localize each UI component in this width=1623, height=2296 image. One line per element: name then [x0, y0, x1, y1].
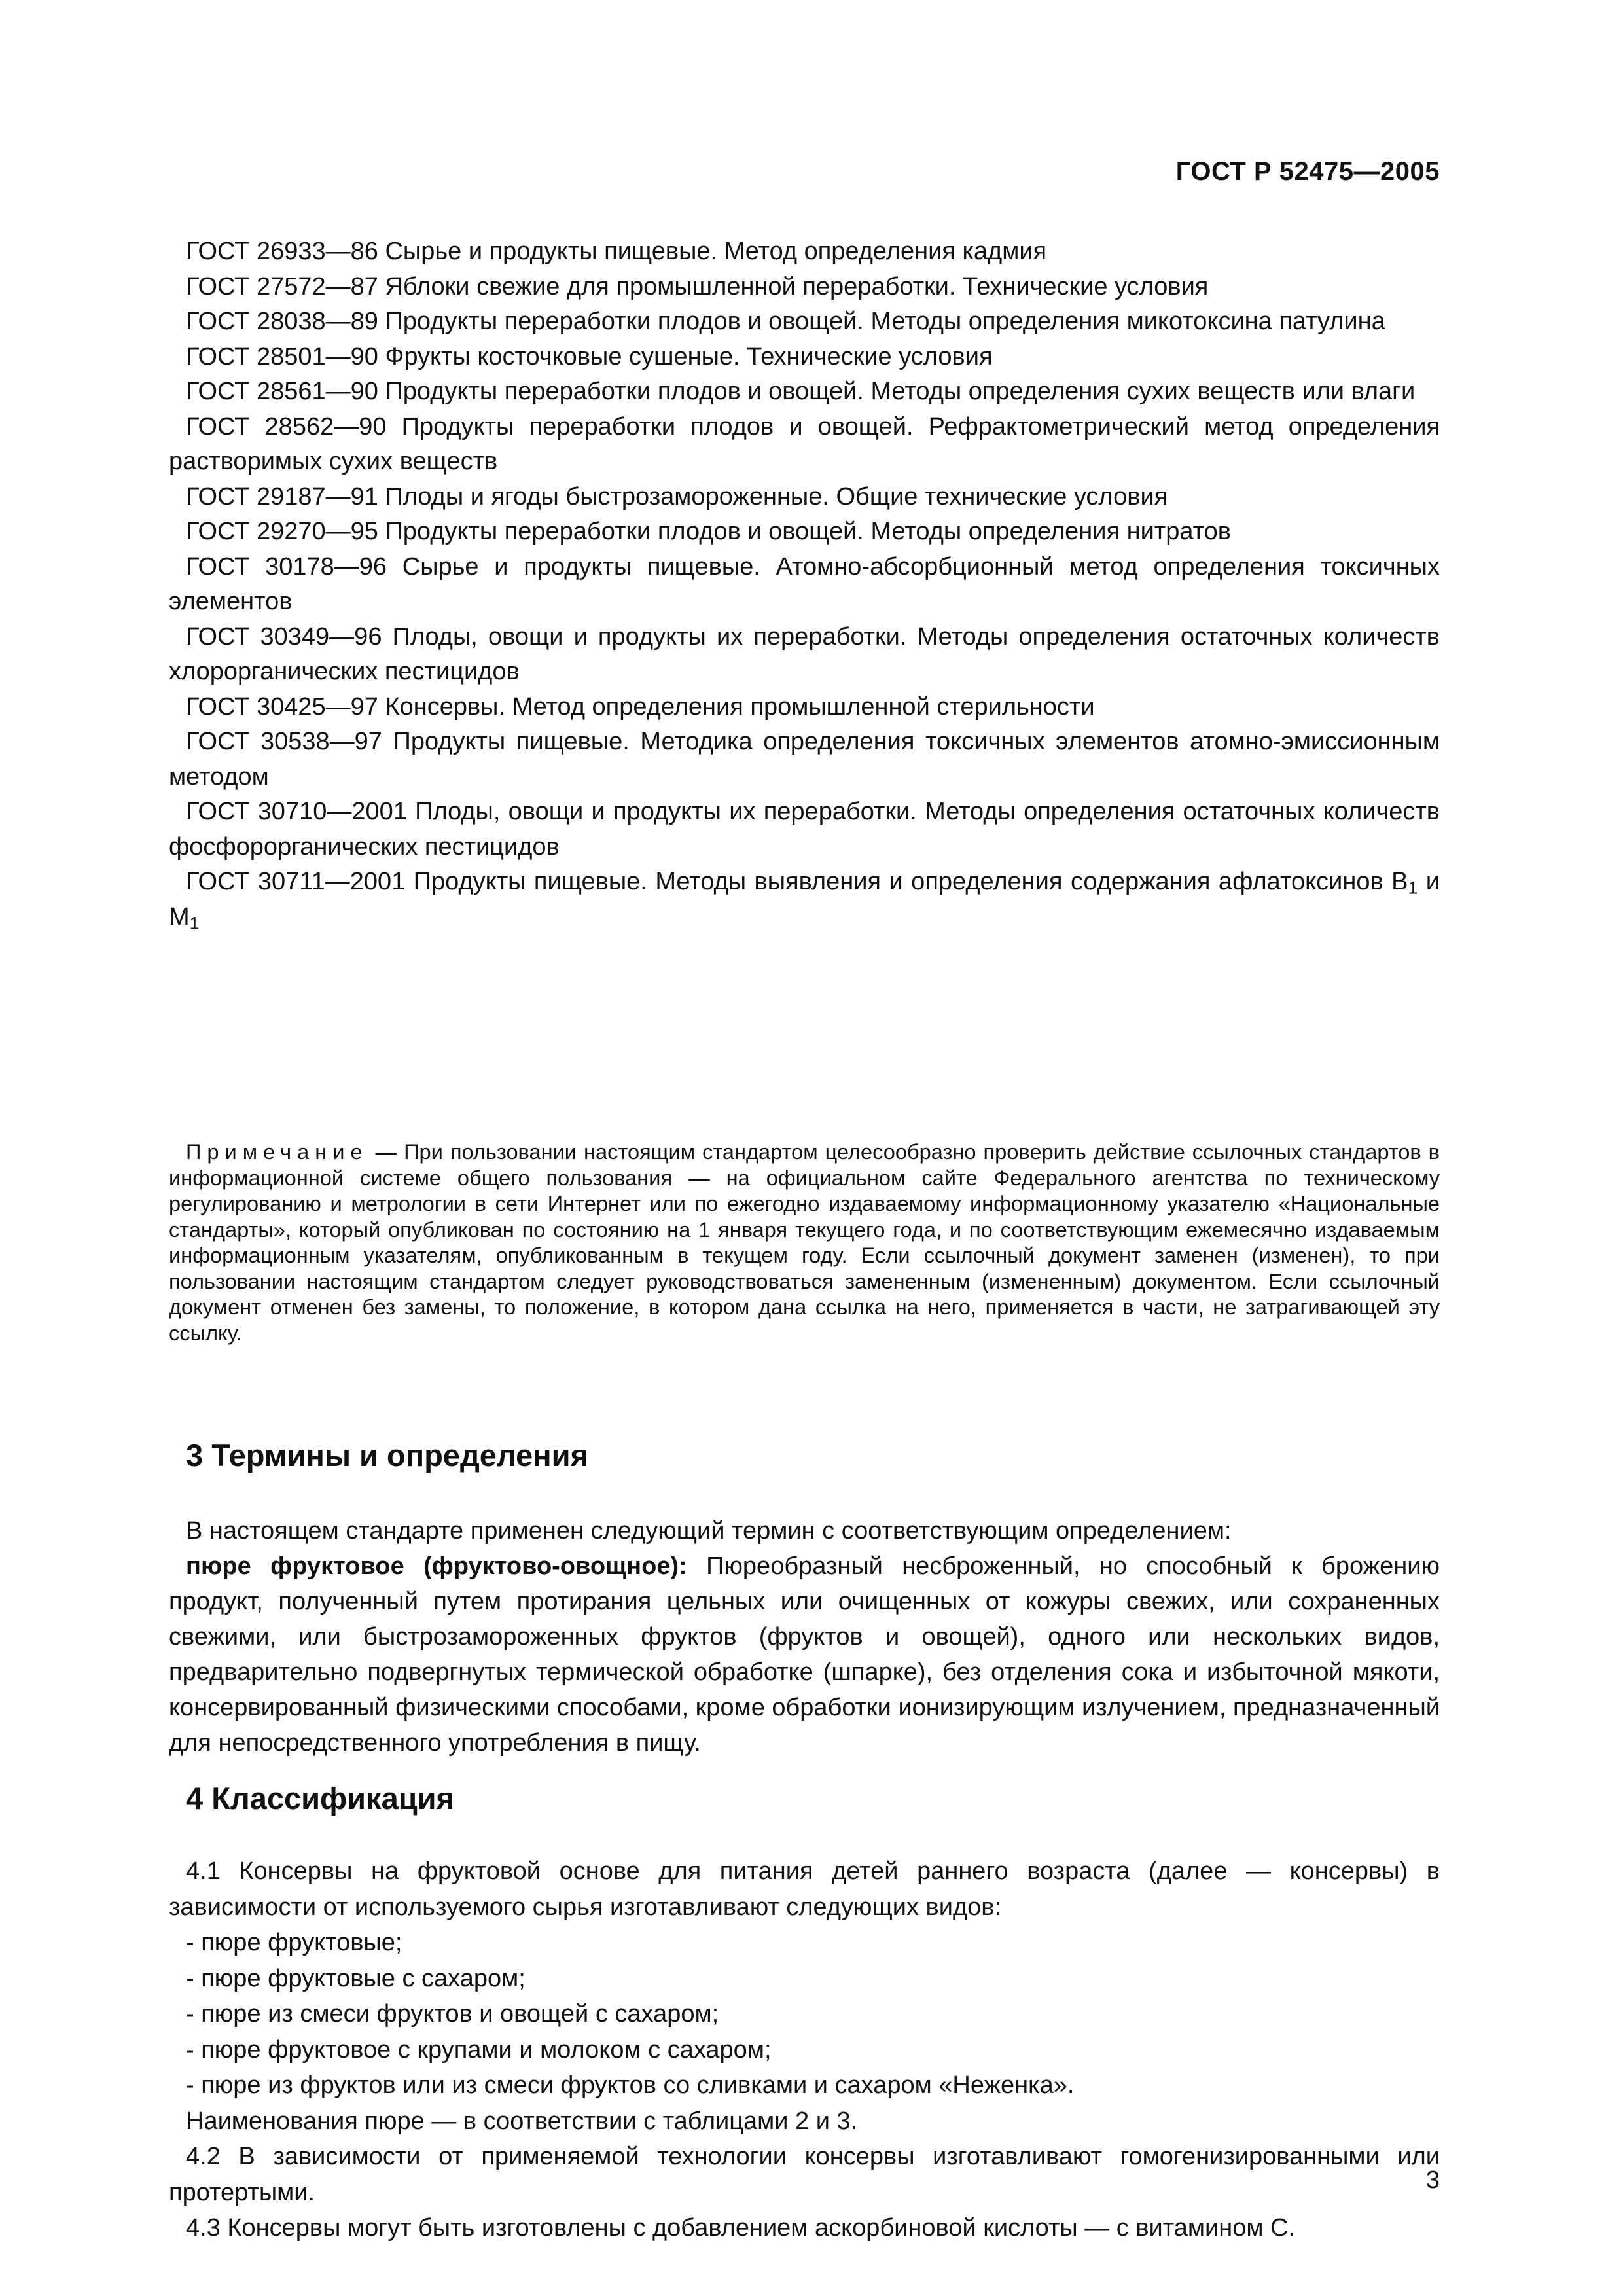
list-item: - пюре фруктовые;	[186, 1929, 402, 1956]
section-4-heading: 4 Классификация	[186, 1781, 454, 1816]
term-definition	[169, 1549, 1440, 1761]
list-item: - пюре из фруктов или из смеси фруктов со сливками и сахаром «Неженка».	[186, 2072, 1075, 2099]
names-note: Наименования пюре — в соответствии с таблицами 2 и 3.	[186, 2107, 858, 2135]
reference-item-aflatoxins: ГОСТ 30711—2001 Продукты пищевые. Методы выявления и определения содержания афлатоксинов $B_1$ и $M_1$	[169, 868, 1440, 933]
clause-4-2: 4.2 В зависимости от применяемой технологии консервы изготавливают гомогенизированными или протертыми.	[169, 2143, 1440, 2206]
reference-item: ГОСТ 30349—96 Плоды, овощи и продукты их переработки. Методы определения остаточных количеств хлорорганических пестицидов	[169, 622, 1440, 685]
document-page	[169, 157, 1440, 2242]
section-3-heading: 3 Термины и определения	[186, 1438, 588, 1473]
references-note	[169, 1139, 1440, 1346]
reference-item: ГОСТ 28038—89 Продукты переработки плодов и овощей. Методы определения микотоксина патулина	[186, 308, 1385, 335]
reference-item: ГОСТ 29187—91 Плоды и ягоды быстрозамороженные. Общие технические условия	[186, 482, 1168, 511]
reference-item: ГОСТ 28501—90 Фрукты косточковые сушеные. Технические условия	[186, 342, 993, 370]
reference-item: ГОСТ 30425—97 Консервы. Метод определения промышленной стерильности	[186, 692, 1095, 721]
section-3-intro: В настоящем стандарте применен следующий термин с соответствующим определением:	[186, 1517, 1232, 1545]
section-3-body	[169, 1513, 1440, 1761]
note-label: Примечание	[186, 1139, 368, 1164]
reference-item: ГОСТ 30710—2001 Плоды, овощи и продукты их переработки. Методы определения остаточных количеств фосфорорганических пестицидов	[169, 798, 1440, 861]
list-item: - пюре из смеси фруктов и овощей с сахаром;	[186, 2000, 719, 2028]
list-item: - пюре фруктовое с крупами и молоком с сахаром;	[186, 2036, 772, 2064]
definition: Пюреобразный несброженный, но способный к брожению продукт, полученный путем протирания цельных или очищенных от кожуры свежих, или сохраненных свежими, или быстрозамороженных фруктов (фруктов и овощей), одного или нескольких видов, предварительно подвергнутых термической обработке (шпарке), без отделения сока и избыточной мякоти, консервированный физическими способами, кроме обработки ионизирующим излучением, предназначенный для непосредственного употребления в пищу.	[169, 1552, 1440, 1757]
reference-item: ГОСТ 26933—86 Сырье и продукты пищевые. Метод определения кадмия	[186, 238, 1047, 265]
list-item: - пюре фруктовые с сахаром;	[186, 1964, 526, 1992]
reference-item: ГОСТ 27572—87 Яблоки свежие для промышленной переработки. Технические условия	[186, 272, 1209, 300]
section-4-body	[169, 1854, 1440, 2246]
reference-item: ГОСТ 28562—90 Продукты переработки плодов и овощей. Рефрактометрический метод определения растворимых сухих веществ	[169, 412, 1440, 475]
term: пюре фруктовое (фруктово-овощное):	[186, 1552, 687, 1580]
clause-4-1: 4.1 Консервы на фруктовой основе для питания детей раннего возраста (далее — консервы) в зависимости от используемого сырья изготавливают следующих видов:	[169, 1857, 1440, 1921]
clause-4-3: 4.3 Консервы могут быть изготовлены с добавлением аскорбиновой кислоты — с витамином C.	[186, 2214, 1296, 2242]
note-text: — При пользовании настоящим стандартом целесообразно проверить действие ссылочных стандартов в информационной системе общего пользования — на официальном сайте Федерального агентства по техническому регулированию и метрологии в сети Интернет или по ежегодно издаваемому информационному указателю «Национальные стандарты», который опубликован по состоянию на 1 января текущего года, и по соответствующим ежемесячно издаваемым информационным указателям, опубликованным в текущем году. Если ссылочный документ заменен (изменен), то при пользовании настоящим стандартом следует руководствоваться замененным (измененным) документом. Если ссылочный документ отменен без замены, то положение, в котором дана ссылка на него, применяется в части, не затрагивающей эту ссылку.	[169, 1139, 1440, 1345]
reference-item: ГОСТ 28561—90 Продукты переработки плодов и овощей. Методы определения сухих веществ или влаги	[186, 378, 1416, 405]
product-types-list	[169, 1925, 1440, 2104]
reference-item: ГОСТ 29270—95 Продукты переработки плодов и овощей. Методы определения нитратов	[186, 518, 1231, 545]
reference-item: ГОСТ 30538—97 Продукты пищевые. Методика определения токсичных элементов атомно-эмиссионным методом	[169, 728, 1440, 791]
normative-references-list	[169, 234, 1440, 935]
page-number: 3	[1425, 2166, 1440, 2194]
reference-item: ГОСТ 30178—96 Сырье и продукты пищевые. Атомно-абсорбционный метод определения токсичных элементов	[169, 552, 1440, 615]
document-code-header: ГОСТ Р 52475—2005	[1175, 157, 1440, 186]
